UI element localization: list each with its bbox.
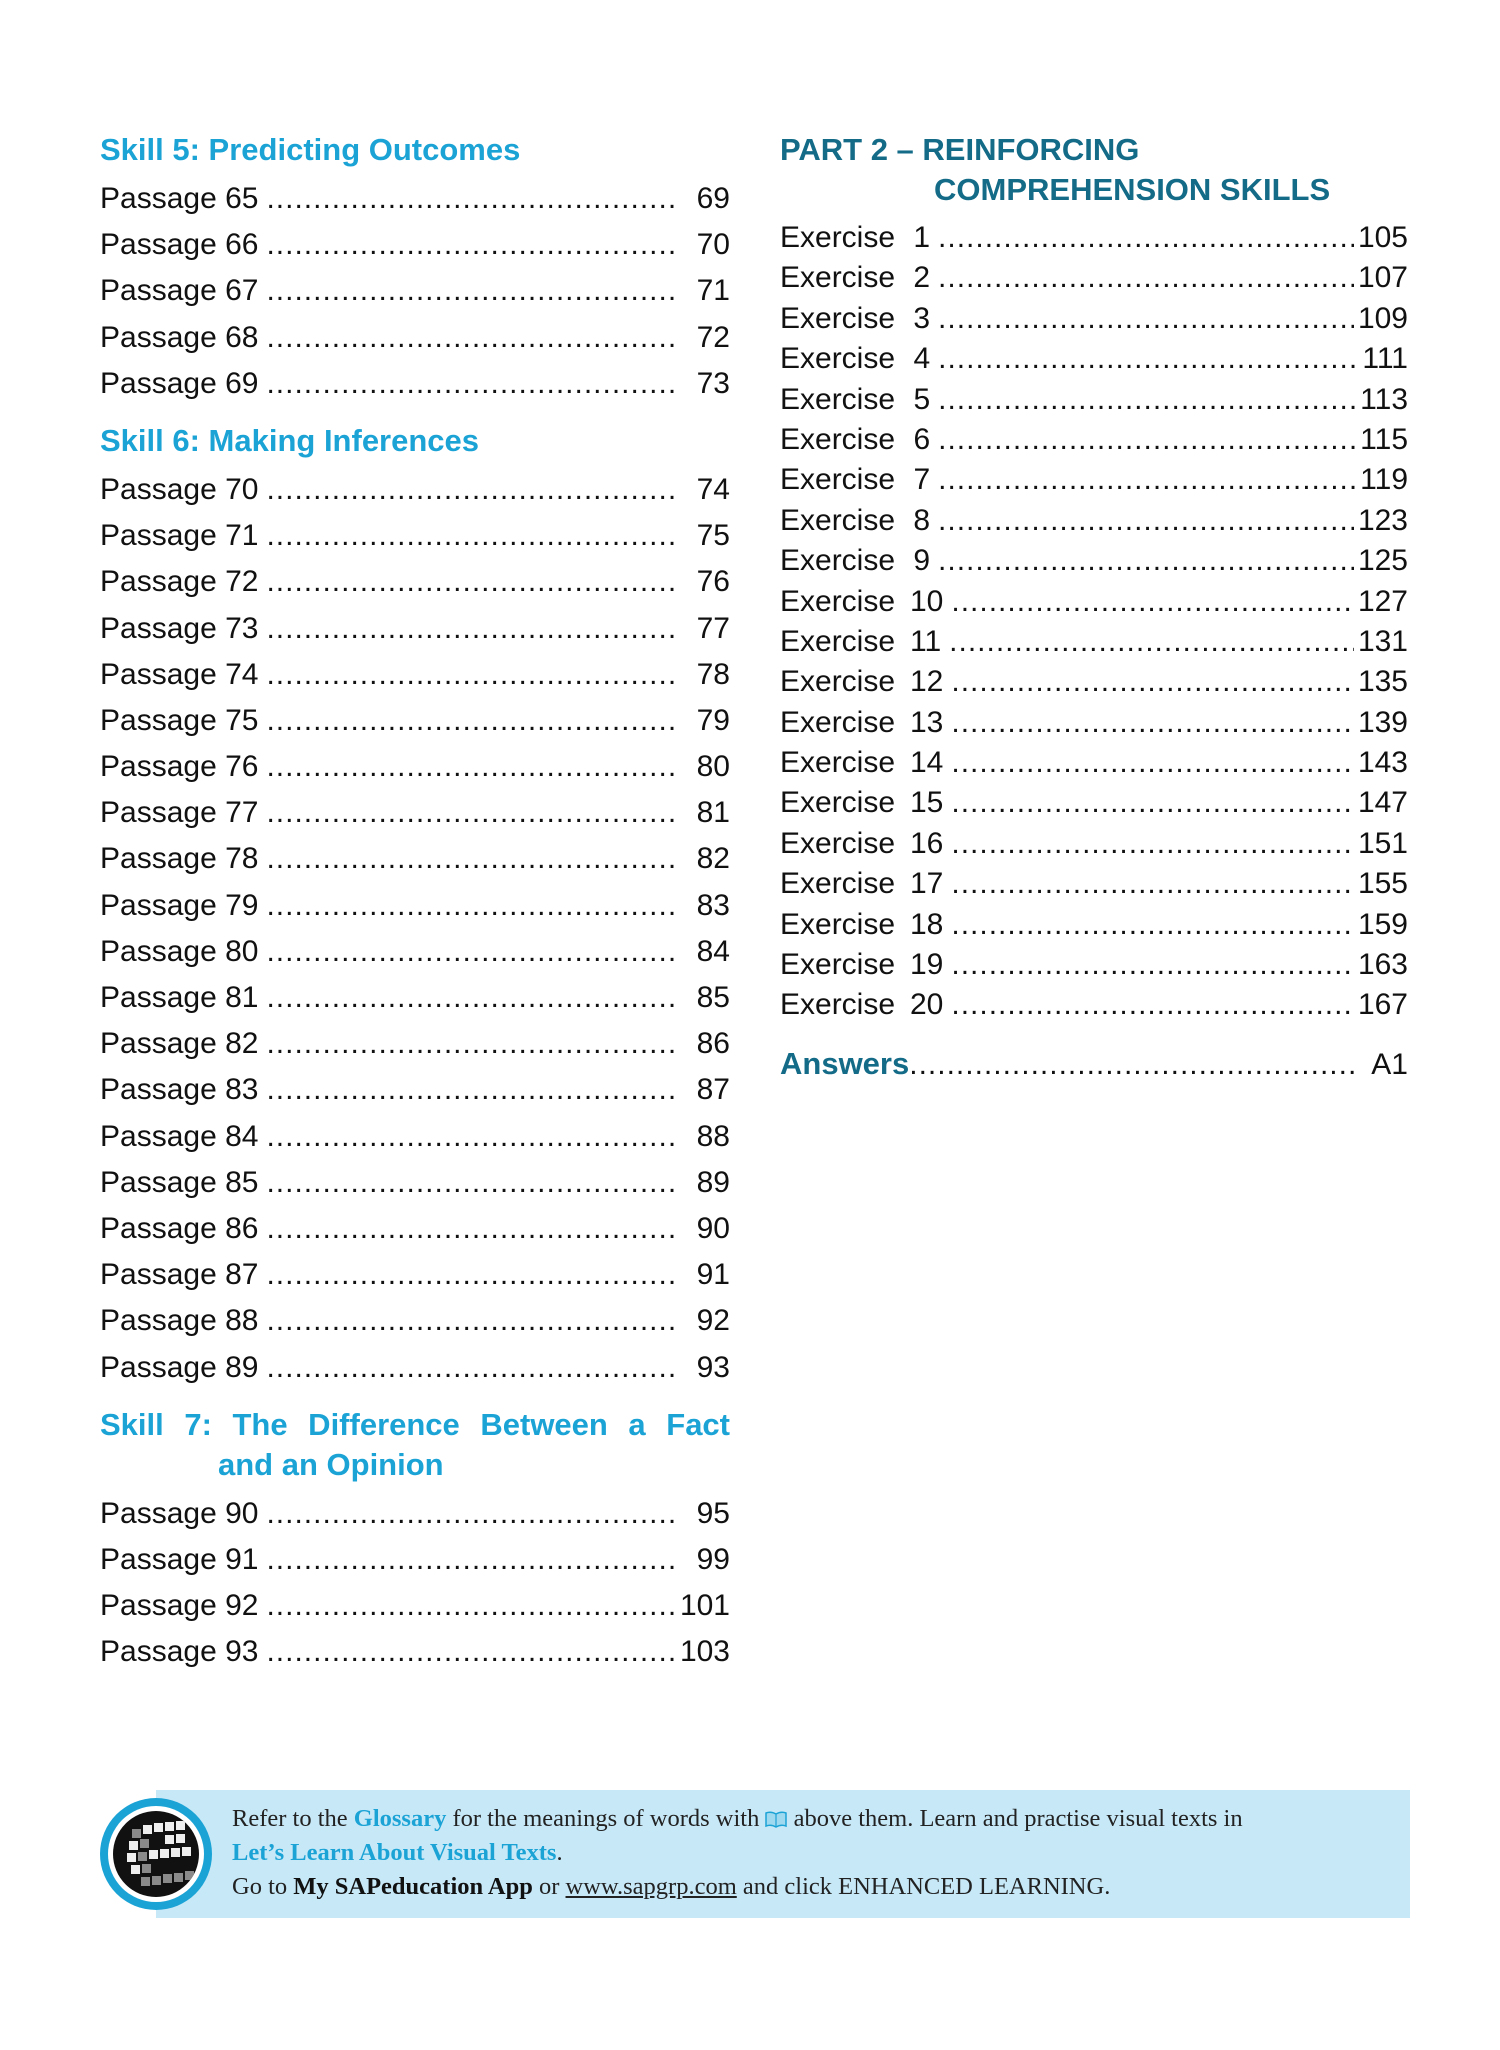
entry-page: 151: [1357, 826, 1408, 860]
entry-page: 88: [696, 1119, 730, 1153]
dot-leader: [909, 1048, 1356, 1082]
toc-entry[interactable]: [100, 176, 730, 222]
entry-page: 125: [1357, 544, 1408, 578]
entry-number: 20: [910, 988, 944, 1022]
banner-line-1: Refer to the Glossary for the meanings of words with above them. Learn and practise visual texts in: [232, 1805, 1243, 1832]
entry-number: 18: [910, 907, 944, 941]
entry-label: Passage 67: [100, 274, 259, 308]
entry-page: 99: [696, 1542, 730, 1576]
banner-text: [232, 1802, 1400, 1904]
toc-entry[interactable]: [100, 1067, 730, 1113]
entry-label: Exercise: [780, 382, 896, 416]
toc-entry[interactable]: [100, 698, 730, 744]
toc-entry[interactable]: [100, 1252, 730, 1298]
toc-entry[interactable]: [780, 582, 1408, 622]
entry-label: Exercise: [780, 705, 896, 739]
dot-leader: [266, 1537, 678, 1583]
entry-page: 83: [696, 888, 730, 922]
entry-page: 81: [696, 796, 730, 830]
answers-label: Answers: [780, 1045, 910, 1081]
entry-number: 19: [910, 948, 944, 982]
entry-label: Passage 77: [100, 796, 259, 830]
toc-entry[interactable]: [100, 222, 730, 268]
dot-leader: [951, 945, 1354, 985]
entry-number: 1: [913, 221, 931, 254]
toc-entry[interactable]: [100, 559, 730, 605]
entry-page: 143: [1357, 746, 1408, 780]
entry-label: Passage 79: [100, 888, 259, 922]
entry-label: Passage 80: [100, 934, 259, 968]
toc-entry[interactable]: [100, 1345, 730, 1391]
entry-number: 8: [913, 503, 931, 537]
entry-number: 12: [910, 665, 944, 699]
toc-entry-answers[interactable]: [780, 1046, 1408, 1088]
toc-entry[interactable]: [100, 929, 730, 975]
dot-leader: [951, 703, 1354, 743]
dot-leader: [266, 1345, 678, 1391]
entry-page: 139: [1357, 705, 1408, 739]
toc-entry[interactable]: [100, 1206, 730, 1252]
entry-label: Passage 82: [100, 1027, 259, 1061]
toc-entry[interactable]: [100, 1537, 730, 1583]
entry-label: Exercise: [780, 342, 896, 376]
entry-label: Exercise: [780, 503, 896, 537]
dot-leader: [266, 698, 678, 744]
entry-page: 95: [696, 1496, 730, 1530]
entry-label: Exercise: [780, 746, 896, 780]
dot-leader: [938, 218, 1354, 258]
entry-label: Passage 90: [100, 1496, 259, 1530]
entry-page: 74: [696, 472, 730, 506]
entry-label: Passage 81: [100, 981, 259, 1014]
toc-entry[interactable]: [100, 1491, 730, 1537]
exercise-list: [780, 218, 1408, 1026]
toc-entry[interactable]: [100, 652, 730, 698]
entry-number: 3: [913, 301, 931, 335]
dot-leader: [266, 1114, 678, 1160]
entry-number: 16: [910, 826, 944, 860]
entry-number: 11: [910, 624, 942, 658]
entry-label: Passage 78: [100, 842, 259, 876]
entry-page: 82: [696, 842, 730, 876]
website-link[interactable]: www.sapgrp.com: [565, 1873, 737, 1900]
answers-page: A1: [1371, 1047, 1408, 1081]
entry-label: Passage 75: [100, 703, 259, 737]
app-name: My SAPeducation App: [293, 1873, 533, 1900]
toc-entry[interactable]: [780, 824, 1408, 864]
entry-page: 85: [696, 981, 730, 1014]
dot-leader: [938, 380, 1356, 420]
dot-leader: [938, 420, 1356, 460]
entry-page: 109: [1357, 301, 1408, 335]
entry-page: 159: [1357, 907, 1408, 941]
enhanced-learning-banner: [100, 1790, 1410, 1918]
toc-entry[interactable]: [100, 790, 730, 836]
toc-entry[interactable]: [780, 703, 1408, 743]
entry-page: 70: [696, 228, 730, 262]
entry-label: Exercise: [780, 665, 896, 699]
toc-entry[interactable]: [780, 743, 1408, 783]
section-skill-5-list: [100, 176, 730, 407]
entry-page: 113: [1360, 382, 1408, 416]
entry-label: Passage 86: [100, 1211, 259, 1245]
toc-entry[interactable]: [780, 945, 1408, 985]
dot-leader: [938, 258, 1354, 298]
entry-label: Exercise: [780, 301, 896, 335]
entry-number: 17: [910, 867, 944, 901]
entry-label: Passage 70: [100, 472, 259, 506]
entry-page: 105: [1357, 221, 1408, 254]
toc-entry[interactable]: [780, 662, 1408, 702]
dot-leader: [266, 1021, 678, 1067]
dot-leader: [266, 836, 678, 882]
dot-leader: [266, 268, 678, 314]
dot-leader: [266, 1629, 675, 1675]
entry-label: Exercise: [780, 422, 896, 456]
entry-page: 78: [696, 657, 730, 691]
toc-left-column: [100, 130, 730, 1675]
entry-label: Passage 93: [100, 1635, 259, 1669]
entry-label: Passage 68: [100, 320, 259, 354]
entry-label: Passage 74: [100, 657, 259, 691]
dot-leader: [266, 559, 678, 605]
dot-leader: [951, 743, 1354, 783]
entry-page: 135: [1357, 665, 1408, 699]
entry-label: Exercise: [780, 948, 896, 982]
toc-entry[interactable]: [780, 218, 1408, 258]
entry-page: 72: [696, 320, 730, 354]
entry-page: 77: [696, 611, 730, 645]
dot-leader: [266, 883, 678, 929]
entry-label: Passage 66: [100, 228, 259, 262]
entry-label: Passage 84: [100, 1119, 259, 1153]
part-2-heading: [780, 130, 1408, 210]
toc-entry[interactable]: [780, 783, 1408, 823]
entry-page: 101: [679, 1589, 730, 1623]
enhanced-learning-icon: [100, 1798, 212, 1910]
dot-leader: [266, 513, 678, 559]
entry-label: Passage 76: [100, 750, 259, 784]
toc-entry[interactable]: [100, 1629, 730, 1675]
toc-entry[interactable]: [100, 883, 730, 929]
toc-entry[interactable]: [100, 975, 730, 1021]
entry-label: Exercise: [780, 907, 896, 941]
toc-entry[interactable]: [100, 606, 730, 652]
entry-page: 107: [1357, 261, 1408, 295]
entry-page: 111: [1362, 342, 1408, 376]
dot-leader: [949, 622, 1354, 662]
dot-leader: [266, 467, 678, 513]
dot-leader: [938, 460, 1356, 500]
entry-label: Exercise: [780, 867, 896, 901]
dot-leader: [266, 606, 678, 652]
heading-line-1: Skill 7: The Difference Between a Fact: [100, 1406, 730, 1442]
dot-leader: [266, 1067, 678, 1113]
toc-entry[interactable]: [100, 513, 730, 559]
toc-entry[interactable]: [100, 1114, 730, 1160]
dot-leader: [266, 1491, 678, 1537]
entry-page: 123: [1357, 503, 1408, 537]
section-skill-7-list: [100, 1491, 730, 1676]
entry-page: 69: [696, 182, 730, 215]
dot-leader: [266, 744, 678, 790]
entry-label: Passage 87: [100, 1258, 259, 1292]
entry-page: 91: [696, 1258, 730, 1292]
dot-leader: [951, 783, 1354, 823]
entry-page: 86: [696, 1027, 730, 1061]
toc-right-column: [780, 130, 1408, 1088]
entry-number: 15: [910, 786, 944, 820]
toc-entry[interactable]: [100, 1021, 730, 1067]
toc-entry[interactable]: [100, 315, 730, 361]
entry-page: 163: [1357, 948, 1408, 982]
toc-entry[interactable]: [100, 1583, 730, 1629]
entry-label: Exercise: [780, 624, 896, 658]
dot-leader: [266, 1160, 678, 1206]
dot-leader: [266, 652, 678, 698]
dot-leader: [951, 582, 1354, 622]
entry-label: Passage 69: [100, 366, 259, 400]
entry-page: 75: [696, 519, 730, 553]
heading-line-2: COMPREHENSION SKILLS: [934, 172, 1331, 207]
entry-page: 84: [696, 934, 730, 968]
entry-page: 115: [1360, 422, 1408, 456]
dot-leader: [266, 176, 678, 222]
entry-number: 2: [913, 261, 931, 295]
dot-leader: [951, 905, 1354, 945]
entry-page: 87: [696, 1073, 730, 1107]
dot-leader: [266, 1298, 678, 1344]
dot-leader: [266, 361, 678, 407]
entry-label: Exercise: [780, 786, 896, 820]
dot-leader: [266, 1252, 678, 1298]
entry-label: Passage 83: [100, 1073, 259, 1107]
entry-label: Passage 65: [100, 182, 259, 215]
toc-entry[interactable]: [780, 299, 1408, 339]
entry-label: Exercise: [780, 463, 896, 497]
toc-entry[interactable]: [100, 268, 730, 314]
banner-line-3: Go to My SAPeducation App or www.sapgrp.com and click ENHANCED LEARNING.: [232, 1873, 1111, 1900]
entry-number: 14: [910, 746, 944, 780]
entry-label: Passage 91: [100, 1542, 259, 1576]
dot-leader: [266, 1206, 678, 1252]
toc-entry[interactable]: [780, 905, 1408, 945]
toc-entry[interactable]: [100, 1160, 730, 1206]
banner-line-2: Let’s Learn About Visual Texts.: [232, 1839, 563, 1866]
entry-page: 167: [1357, 988, 1408, 1022]
entry-label: Exercise: [780, 988, 896, 1022]
entry-label: Exercise: [780, 261, 896, 295]
entry-label: Passage 72: [100, 565, 259, 599]
entry-number: 10: [910, 584, 944, 618]
dot-leader: [266, 1583, 675, 1629]
entry-number: 5: [913, 382, 931, 416]
dot-leader: [938, 339, 1356, 379]
entry-label: Passage 88: [100, 1304, 259, 1338]
entry-page: 127: [1357, 584, 1408, 618]
entry-label: Passage 73: [100, 611, 259, 645]
toc-entry[interactable]: [100, 361, 730, 407]
toc-entry[interactable]: [100, 744, 730, 790]
book-icon: [765, 1810, 787, 1828]
toc-entry[interactable]: [780, 420, 1408, 460]
toc-entry[interactable]: [100, 467, 730, 513]
entry-page: 79: [696, 703, 730, 737]
visual-texts-link[interactable]: Let’s Learn About Visual Texts: [232, 1839, 557, 1866]
entry-page: 76: [696, 565, 730, 599]
dot-leader: [951, 985, 1354, 1025]
toc-entry[interactable]: [780, 460, 1408, 500]
toc-entry[interactable]: [780, 258, 1408, 298]
dot-leader: [266, 315, 678, 361]
dot-leader: [951, 662, 1354, 702]
entry-page: 90: [696, 1211, 730, 1245]
section-heading-skill-7: [100, 1405, 730, 1485]
entry-page: 131: [1357, 624, 1408, 658]
toc-entry[interactable]: [780, 541, 1408, 581]
entry-number: 6: [913, 422, 931, 456]
heading-line-1: PART 2 – REINFORCING: [780, 132, 1140, 167]
toc-entry[interactable]: [100, 836, 730, 882]
entry-page: 147: [1357, 786, 1408, 820]
toc-entry[interactable]: [780, 985, 1408, 1025]
glossary-link[interactable]: Glossary: [353, 1805, 447, 1832]
entry-label: Exercise: [780, 584, 896, 618]
entry-number: 7: [913, 463, 931, 497]
entry-label: Exercise: [780, 221, 896, 254]
dot-leader: [938, 299, 1354, 339]
section-heading-skill-5: Skill 5: Predicting Outcomes: [100, 132, 521, 167]
entry-page: 103: [679, 1635, 730, 1669]
entry-label: Exercise: [780, 544, 896, 578]
entry-label: Passage 85: [100, 1165, 259, 1199]
dot-leader: [951, 864, 1354, 904]
toc-entry[interactable]: [100, 1298, 730, 1344]
heading-line-2: and an Opinion: [218, 1446, 444, 1482]
dot-leader: [266, 790, 678, 836]
dot-leader: [938, 541, 1354, 581]
entry-label: Passage 92: [100, 1589, 259, 1623]
entry-number: 13: [910, 705, 944, 739]
dot-leader: [951, 824, 1354, 864]
entry-page: 93: [696, 1350, 730, 1384]
entry-label: Passage 71: [100, 519, 259, 553]
entry-number: 9: [913, 544, 931, 578]
entry-number: 4: [913, 342, 931, 376]
entry-page: 155: [1357, 867, 1408, 901]
dot-leader: [266, 975, 678, 1021]
entry-label: Passage 89: [100, 1350, 259, 1384]
toc-entry[interactable]: [780, 380, 1408, 420]
toc-entry[interactable]: [780, 501, 1408, 541]
toc-entry[interactable]: [780, 864, 1408, 904]
dot-leader: [266, 222, 678, 268]
section-heading-skill-6: Skill 6: Making Inferences: [100, 422, 480, 458]
entry-label: Exercise: [780, 826, 896, 860]
dot-leader: [266, 929, 678, 975]
entry-page: 80: [696, 750, 730, 784]
entry-page: 119: [1360, 463, 1408, 497]
entry-page: 71: [696, 274, 730, 308]
section-skill-6-list: [100, 467, 730, 1391]
dot-leader: [938, 501, 1354, 541]
toc-entry[interactable]: [780, 622, 1408, 662]
entry-page: 89: [696, 1165, 730, 1199]
entry-page: 73: [696, 366, 730, 400]
toc-entry[interactable]: [780, 339, 1408, 379]
entry-page: 92: [696, 1304, 730, 1338]
